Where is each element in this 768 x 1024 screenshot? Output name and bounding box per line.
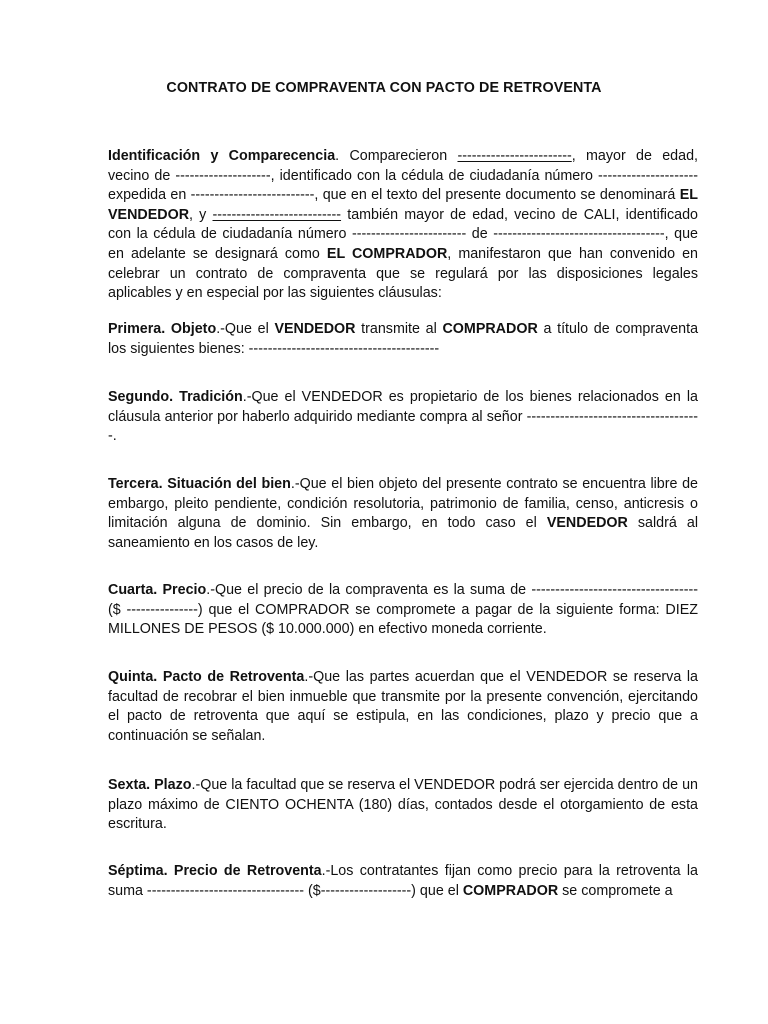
document-title: CONTRATO DE COMPRAVENTA CON PACTO DE RETROVENTA (166, 80, 602, 96)
blank-field: -------------------------- (190, 187, 315, 204)
clause-text: .-Que el (216, 321, 275, 337)
clause-heading: Quinta. Pacto de Retroventa (108, 669, 305, 685)
clause-text: , que en el texto del presente documento se denominará (314, 187, 680, 204)
party-seller: VENDEDOR (274, 321, 356, 337)
blank-field: ------------------------ (457, 148, 572, 164)
clause-text: , identificado con la cédula de ciudadanía número --------------------- expedida en (108, 167, 698, 204)
clause-sexta (108, 776, 698, 835)
clause-tercera (108, 475, 698, 553)
clause-text: .-Que el VENDEDOR es propietario de los bienes relacionados en la cláusula anterior por haberlo adquirido mediante compra al señor -------------------------------------. (108, 389, 698, 445)
clause-heading: Cuarta. Precio (108, 582, 207, 598)
clause-text: , manifestaron que han convenido en celebrar un contrato de compraventa que se regulará por las disposiciones legales aplicables y en especial por las siguientes cláusulas: (108, 245, 698, 302)
party-buyer: EL COMPRADOR (326, 245, 448, 262)
clause-text: también mayor de edad, vecino de CALI, identificado con la cédula de ciudadanía número (108, 206, 698, 243)
clause-heading: Sexta. Plazo (108, 777, 192, 793)
clause-text: .-Que el precio de la compraventa es la suma de ----------------------------------- ($ ---------------) que el COMPRADOR se compromete a pagar de la siguiente forma: DIEZ MILLONES DE PESOS ($ 10.000.000) en efectivo moneda corriente. (108, 582, 699, 638)
clause-text: de ------------------------------------, que en adelante se designará como (108, 226, 698, 262)
clause-quinta (108, 668, 698, 746)
clause-text: .-Que las partes acuerdan que el VENDEDOR se reserva la facultad de recobrar el bien inmueble que transmite por la presente convención, ejercitando el pacto de retroventa que aquí se estipula, en las condiciones, plazo y precio que a continuación se señalan. (108, 669, 698, 744)
clause-cuarta (108, 581, 698, 640)
clause-text: . Comparecieron (335, 148, 458, 164)
clause-heading: Primera. Objeto (108, 321, 217, 337)
clause-text: .-Que el bien objeto del presente contrato se encuentra libre de embargo, pleito pendiente, condición resolutoria, patrimonio de familia, censo, anticresis o limitación alguna de dominio. Sin embargo, en todo caso el (108, 476, 698, 532)
blank-field: ------------------------ (351, 226, 467, 243)
party-buyer: COMPRADOR (442, 321, 538, 337)
clause-text: , mayor de edad, vecino de (108, 148, 699, 184)
party-seller: EL VENDEDOR (108, 187, 698, 223)
clause-text: .-Los contratantes fijan como precio para la retroventa la suma --------------------------------- ($-------------------) que el (108, 863, 698, 899)
clause-heading: Séptima. Precio de Retroventa (108, 863, 322, 879)
clause-heading: Segundo. Tradición (108, 389, 243, 405)
party-buyer: COMPRADOR (462, 882, 559, 899)
clause-text: transmite al (355, 321, 443, 337)
clause-text: se compromete a (558, 882, 673, 899)
clause-identificacion (108, 147, 698, 304)
clause-text: .-Que la facultad que se reserva el VENDEDOR podrá ser ejercida dentro de un plazo máximo de CIENTO OCHENTA (180) días, contados desde el otorgamiento de esta escritura. (108, 777, 699, 833)
clause-septima (108, 862, 698, 901)
clause-primera (108, 320, 698, 359)
clause-text: , y (189, 206, 213, 223)
blank-field: -------------------- (175, 167, 271, 184)
party-seller: VENDEDOR (546, 515, 628, 532)
clause-text: a título de compraventa los siguientes bienes: ---------------------------------------- (108, 321, 699, 357)
clause-segundo (108, 388, 698, 447)
clause-text: saldrá al saneamiento en los casos de ley. (108, 515, 698, 551)
clause-heading: Identificación y Comparecencia (108, 148, 336, 164)
clause-heading: Tercera. Situación del bien (108, 476, 291, 492)
blank-field: --------------------------- (212, 206, 342, 223)
